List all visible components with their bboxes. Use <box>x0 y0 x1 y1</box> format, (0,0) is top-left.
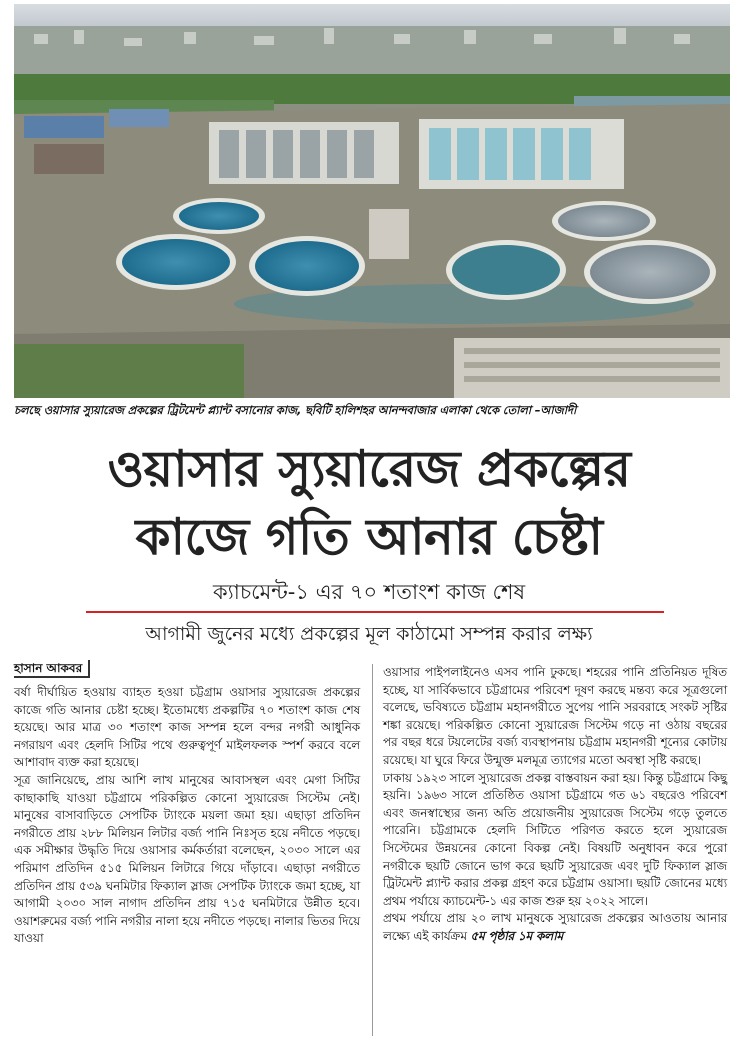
photo-caption: চলছে ওয়াসার স্যুয়ারেজ প্রকল্পের ট্রিটমেন্ট প্ল্যান্ট বসানোর কাজ, ছবিটি হালিশহর আনন্দবাজার এলাকা থেকে তোলা –আজাদী <box>14 403 577 417</box>
article-column-1 <box>14 684 360 948</box>
news-photo <box>14 4 730 398</box>
headline-line-1: ওয়াসার স্যুয়ারেজ প্রকল্পের <box>107 440 631 498</box>
subheadline: ক্যাচমেন্ট-১ এর ৭০ শতাংশ কাজ শেষ <box>212 580 526 604</box>
paragraph: ঢাকায় ১৯২৩ সালে স্যুয়ারেজ প্রকল্প বাস্তবায়ন করা হয়। কিন্তু চট্টগ্রামে কিছু হয়নি। ১৯৬৩ সালে প্রতিষ্ঠিত ওয়াসা চট্টগ্রামে গত ৬১ বছরেও পরিবেশ এবং জনস্বাস্থ্যের জন্য অতি প্রয়োজনীয় স্যুয়ারেজ সিস্টেম গড়ে তুলতে পারেনি। চট্টগ্রামকে হেলদি সিটিতে পরিণত করতে হলে স্যুয়ারেজ সিস্টেমের উন্নয়নের কোনো বিকল্প নেই। বিষয়টি অনুধাবন করে পুরো নগরীকে ছয়টি জোনে ভাগ করে ছয়টি স্যুয়ারেজ এবং দুটি ফিক্যাল স্লাজ ট্রিটমেন্ট প্ল্যান্ট করার প্রকল্প গ্রহণ করে চট্টগ্রাম ওয়াসা। ছয়টি জোনের মধ্যে প্রথম পর্যায়ে ক্যাচমেন্ট-১ এর কাজ শুরু হয় ২০২২ সালে। <box>383 770 727 908</box>
secondary-headline: আগামী জুনের মধ্যে প্রকল্পের মূল কাঠামো সম্পন্ন করার লক্ষ্য <box>145 623 593 645</box>
paragraph <box>383 910 727 945</box>
paragraph: সূত্র জানিয়েছে, প্রায় আশি লাখ মানুষের আবাসস্থল এবং মেগা সিটির কাছাকাছি যাওয়া চট্টগ্রামে পরিকল্পিত কোনো স্যুয়ারেজ সিস্টেম নেই। মানুষের বাসাবাড়িতে সেপটিক ট্যাংকে ময়লা জমা হয়। এছাড়া প্রতিদিন নগরীতে প্রায় ২৮৮ মিলিয়ন লিটার বর্জ্য পানি নিঃসৃত হয়ে নদীতে পড়ছে। এক সমীক্ষার উদ্ধৃতি দিয়ে ওয়াসার কর্মকর্তারা বলেছেন, ২০৩০ সালে এর পরিমাণ প্রতিদিন ৫১৫ মিলিয়ন লিটারে গিয়ে দাঁড়াবে। এছাড়া নগরীতে প্রতিদিন প্রায় ৫৩৯ ঘনমিটার ফিক্যাল স্লাজ সেপটিক ট্যাংকে জমা হচ্ছে, যা আগামী ২০৩০ সাল নাগাদ প্রতিদিন প্রায় ৭১৫ ঘনমিটারে উন্নীত হবে। ওয়াশরুমের বর্জ্য পানি নগরীর নালা হয়ে নদীতে পড়ছে। নালার ভিতর দিয়ে যাওয়া <box>14 772 360 946</box>
column-divider <box>372 664 373 1036</box>
divider-rule <box>86 611 664 613</box>
paragraph-text: প্রথম পর্যায়ে প্রায় ২০ লাখ মানুষকে স্যুয়ারেজ প্রকল্পের আওতায় আনার লক্ষ্যে এই কার্যক্রম <box>383 911 727 943</box>
headline-line-2: কাজে গতি আনার চেষ্টা <box>135 508 603 566</box>
paragraph: বর্ষা দীর্ঘায়িত হওয়ায় ব্যাহত হওয়া চট্টগ্রাম ওয়াসার স্যুয়ারেজ প্রকল্পের কাজে গতি আনার চেষ্টা হচ্ছে। ইতোমধ্যে প্রকল্পটির ৭০ শতাংশ কাজ শেষ হয়েছে। আর মাত্র ৩০ শতাংশ কাজ সম্পন্ন হলে বন্দর নগরী আধুনিক নগরায়ণ এবং হেলদি সিটির পথে গুরুত্বপূর্ণ মাইলফলক স্পর্শ করবে বলে আশাবাদ ব্যক্ত করা হয়েছে। <box>14 685 360 770</box>
article-column-2 <box>383 664 727 946</box>
treatment-plant-image <box>14 4 730 398</box>
continuation-link[interactable]: ৫ম পৃষ্ঠার ১ম কলাম <box>470 928 563 943</box>
paragraph: ওয়াসার পাইপলাইনেও এসব পানি ঢুকছে। শহরের পানি প্রতিনিয়ত দূষিত হচ্ছে, যা সার্বিকভাবে চট্টগ্রামের পরিবেশ দূষণ করছে মন্তব্য করে সূত্রগুলো বলেছে, ভবিষ্যতে চট্টগ্রাম মহানগরীতে সুপেয় পানি সরবরাহে সংকট সৃষ্টির শঙ্কা রয়েছে। পরিকল্পিত কোনো স্যুয়ারেজ সিস্টেম গড়ে না ওঠায় বছরের পর বছর ধরে টয়লেটের বর্জ্য ব্যবস্থাপনায় চট্টগ্রাম মহানগরী শূন্যের কোটায় রয়েছে। যা ঘুরে ফিরে উন্মুক্ত মলমূত্র ত্যাগের মতো অবস্থা সৃষ্টি করছে। <box>383 665 727 767</box>
byline: হাসান আকবর <box>14 660 90 678</box>
